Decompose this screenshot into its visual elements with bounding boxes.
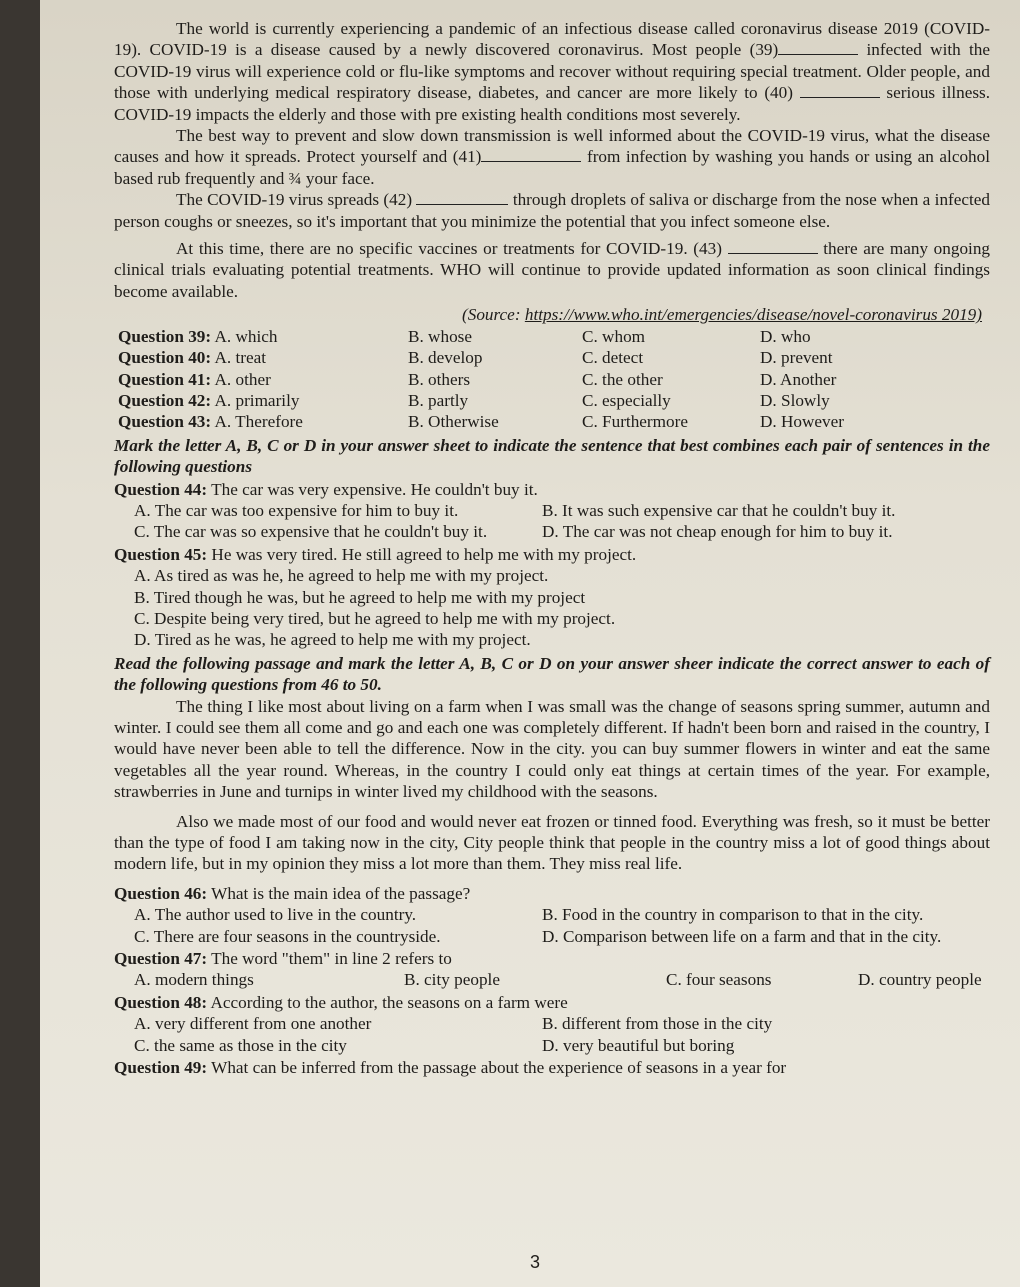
q48-option-a[interactable]: A. very different from one another	[134, 1014, 372, 1034]
reading-paragraph-2: Also we made most of our food and would never eat frozen or tinned food. Everything was fresh, so it must be better than the type of food I am taking now in the city, City people think that people in the country miss a lot of good things about modern life, but in my opinion they miss a lot more than them. They miss real life.	[114, 811, 990, 874]
q45-option-d[interactable]: D. Tired as he was, he agreed to help me with my project.	[134, 630, 531, 650]
q45-option-b[interactable]: B. Tired though he was, but he agreed to help me with my project	[134, 587, 586, 607]
cloze-paragraph-1: The world is currently experiencing a pandemic of an infectious disease called coronavirus disease 2019 (COVID-19). COVID-19 is a disease caused by a newly discovered coronavirus. Most people (39) infected with the COVID-19 virus will experience cold or flu-like symptoms and recover without requiring special treatment. Older people, and those with underlying medical respiratory disease, diabetes, and cancer are more likely to (40) serious illness. COVID-19 impacts the elderly and those with pre existing health conditions most severely.	[114, 19, 991, 124]
q41-option-c[interactable]: C. the other	[582, 369, 663, 389]
q42-option-b[interactable]: B. partly	[408, 390, 469, 410]
instruction-sentence-combination: Mark the letter A, B, C or D in your answer sheet to indicate the sentence that best combines each pair of sentences in the following questions	[114, 435, 990, 477]
q48-option-c[interactable]: C. the same as those in the city	[134, 1035, 347, 1055]
q39-option-c[interactable]: C. whom	[582, 326, 646, 346]
q41-option-d[interactable]: D. Another	[760, 369, 837, 389]
q47-option-c[interactable]: C. four seasons	[666, 970, 772, 990]
question-49: Question 49: What can be inferred from the passage about the experience of seasons in a year for	[114, 1058, 787, 1078]
q43-option-a[interactable]: Question 43: A. Therefore	[118, 412, 303, 432]
cloze-paragraph-2: The best way to prevent and slow down transmission is well informed about the COVID-19 virus, what the disease causes and how it spreads. Protect yourself and (41) from infection by washing you hands or using an alcohol based rub frequently and ¾ your face.	[114, 126, 991, 188]
q46-option-c[interactable]: C. There are four seasons in the countryside.	[134, 926, 441, 946]
q40-option-c[interactable]: C. detect	[582, 348, 644, 368]
q46-option-b[interactable]: B. Food in the country in comparison to that in the city.	[542, 905, 924, 925]
q47-option-a[interactable]: A. modern things	[134, 970, 254, 990]
q46-option-a[interactable]: A. The author used to live in the country.	[134, 905, 417, 925]
instruction-reading: Read the following passage and mark the letter A, B, C or D on your answer sheer indicate the correct answer to each of the following questions from 46 to 50.	[114, 653, 990, 695]
q40-option-b[interactable]: B. develop	[408, 348, 483, 368]
q41-option-b[interactable]: B. others	[408, 369, 471, 389]
question-45: Question 45: He was very tired. He still agreed to help me with my project.	[114, 544, 637, 564]
source-link[interactable]: https://www.who.int/emergencies/disease/novel-coronavirus 2019)	[524, 305, 982, 325]
blank-40	[800, 97, 880, 98]
q39-option-d[interactable]: D. who	[760, 326, 811, 346]
q43-option-b[interactable]: B. Otherwise	[408, 412, 499, 432]
blank-42	[416, 204, 508, 205]
q46-option-d[interactable]: D. Comparison between life on a farm and that in the city.	[542, 926, 942, 946]
q42-option-d[interactable]: D. Slowly	[760, 390, 830, 410]
q39-option-b[interactable]: B. whose	[408, 326, 472, 346]
cloze-options-grid	[118, 326, 990, 433]
q41-option-a[interactable]: Question 41: A. other	[118, 369, 271, 389]
q40-option-a[interactable]: Question 40: A. treat	[118, 348, 267, 368]
question-47: Question 47: The word "them" in line 2 refers to	[114, 949, 452, 969]
blank-41	[481, 161, 581, 162]
source-citation: (Source: https://www.who.int/emergencies/disease/novel-coronavirus 2019)	[462, 305, 982, 325]
q43-option-c[interactable]: C. Furthermore	[582, 412, 688, 432]
q48-option-b[interactable]: B. different from those in the city	[542, 1014, 773, 1034]
question-46: Question 46: What is the main idea of the passage?	[114, 883, 471, 903]
blank-39	[778, 54, 858, 55]
page-number: 3	[530, 1251, 541, 1272]
q45-option-a[interactable]: A. As tired as was he, he agreed to help me with my project.	[134, 566, 549, 586]
q47-option-b[interactable]: B. city people	[404, 970, 500, 990]
q42-option-a[interactable]: Question 42: A. primarily	[118, 390, 300, 410]
question-44: Question 44: The car was very expensive. He couldn't buy it.	[114, 479, 538, 499]
q48-option-d[interactable]: D. very beautiful but boring	[542, 1035, 735, 1055]
reading-paragraph-1: The thing I like most about living on a farm when I was small was the change of seasons spring summer, autumn and winter. I could see them all come and go and each one was completely different. If hadn't been born and raised in the country, I would have never been able to tell the difference. Now in the city. you can buy summer flowers in winter and eat the same vegetables all the year round. Whereas, in the country I could only eat things at certain times of the year. For example, strawberries in June and turnips in winter lived my childhood with the seasons.	[114, 696, 990, 802]
question-48: Question 48: According to the author, the seasons on a farm were	[114, 992, 568, 1012]
q40-option-d[interactable]: D. prevent	[760, 348, 833, 368]
q42-option-c[interactable]: C. especially	[582, 390, 671, 410]
q45-option-c[interactable]: C. Despite being very tired, but he agreed to help me with my project.	[134, 608, 616, 628]
q39-option-a[interactable]: Question 39: A. which	[118, 326, 278, 346]
q44-option-d[interactable]: D. The car was not cheap enough for him to buy it.	[542, 522, 893, 542]
q44-option-b[interactable]: B. It was such expensive car that he couldn't buy it.	[542, 500, 896, 520]
q44-option-c[interactable]: C. The car was so expensive that he couldn't buy it.	[134, 522, 488, 542]
q47-option-d[interactable]: D. country people	[858, 970, 982, 990]
cloze-paragraph-3: The COVID-19 virus spreads (42) through droplets of saliva or discharge from the nose when a infected person coughs or sneezes, so it's important that you minimize the potential that you infect someone else.	[114, 190, 991, 231]
cloze-paragraph-4: At this time, there are no specific vaccines or treatments for COVID-19. (43) there are many ongoing clinical trials evaluating potential treatments. WHO will continue to provide updated information as soon clinical findings become available.	[114, 239, 991, 301]
q44-option-a[interactable]: A. The car was too expensive for him to buy it.	[134, 500, 459, 520]
q43-option-d[interactable]: D. However	[760, 412, 844, 432]
blank-43	[728, 253, 818, 254]
worksheet-page	[40, 0, 1020, 1287]
